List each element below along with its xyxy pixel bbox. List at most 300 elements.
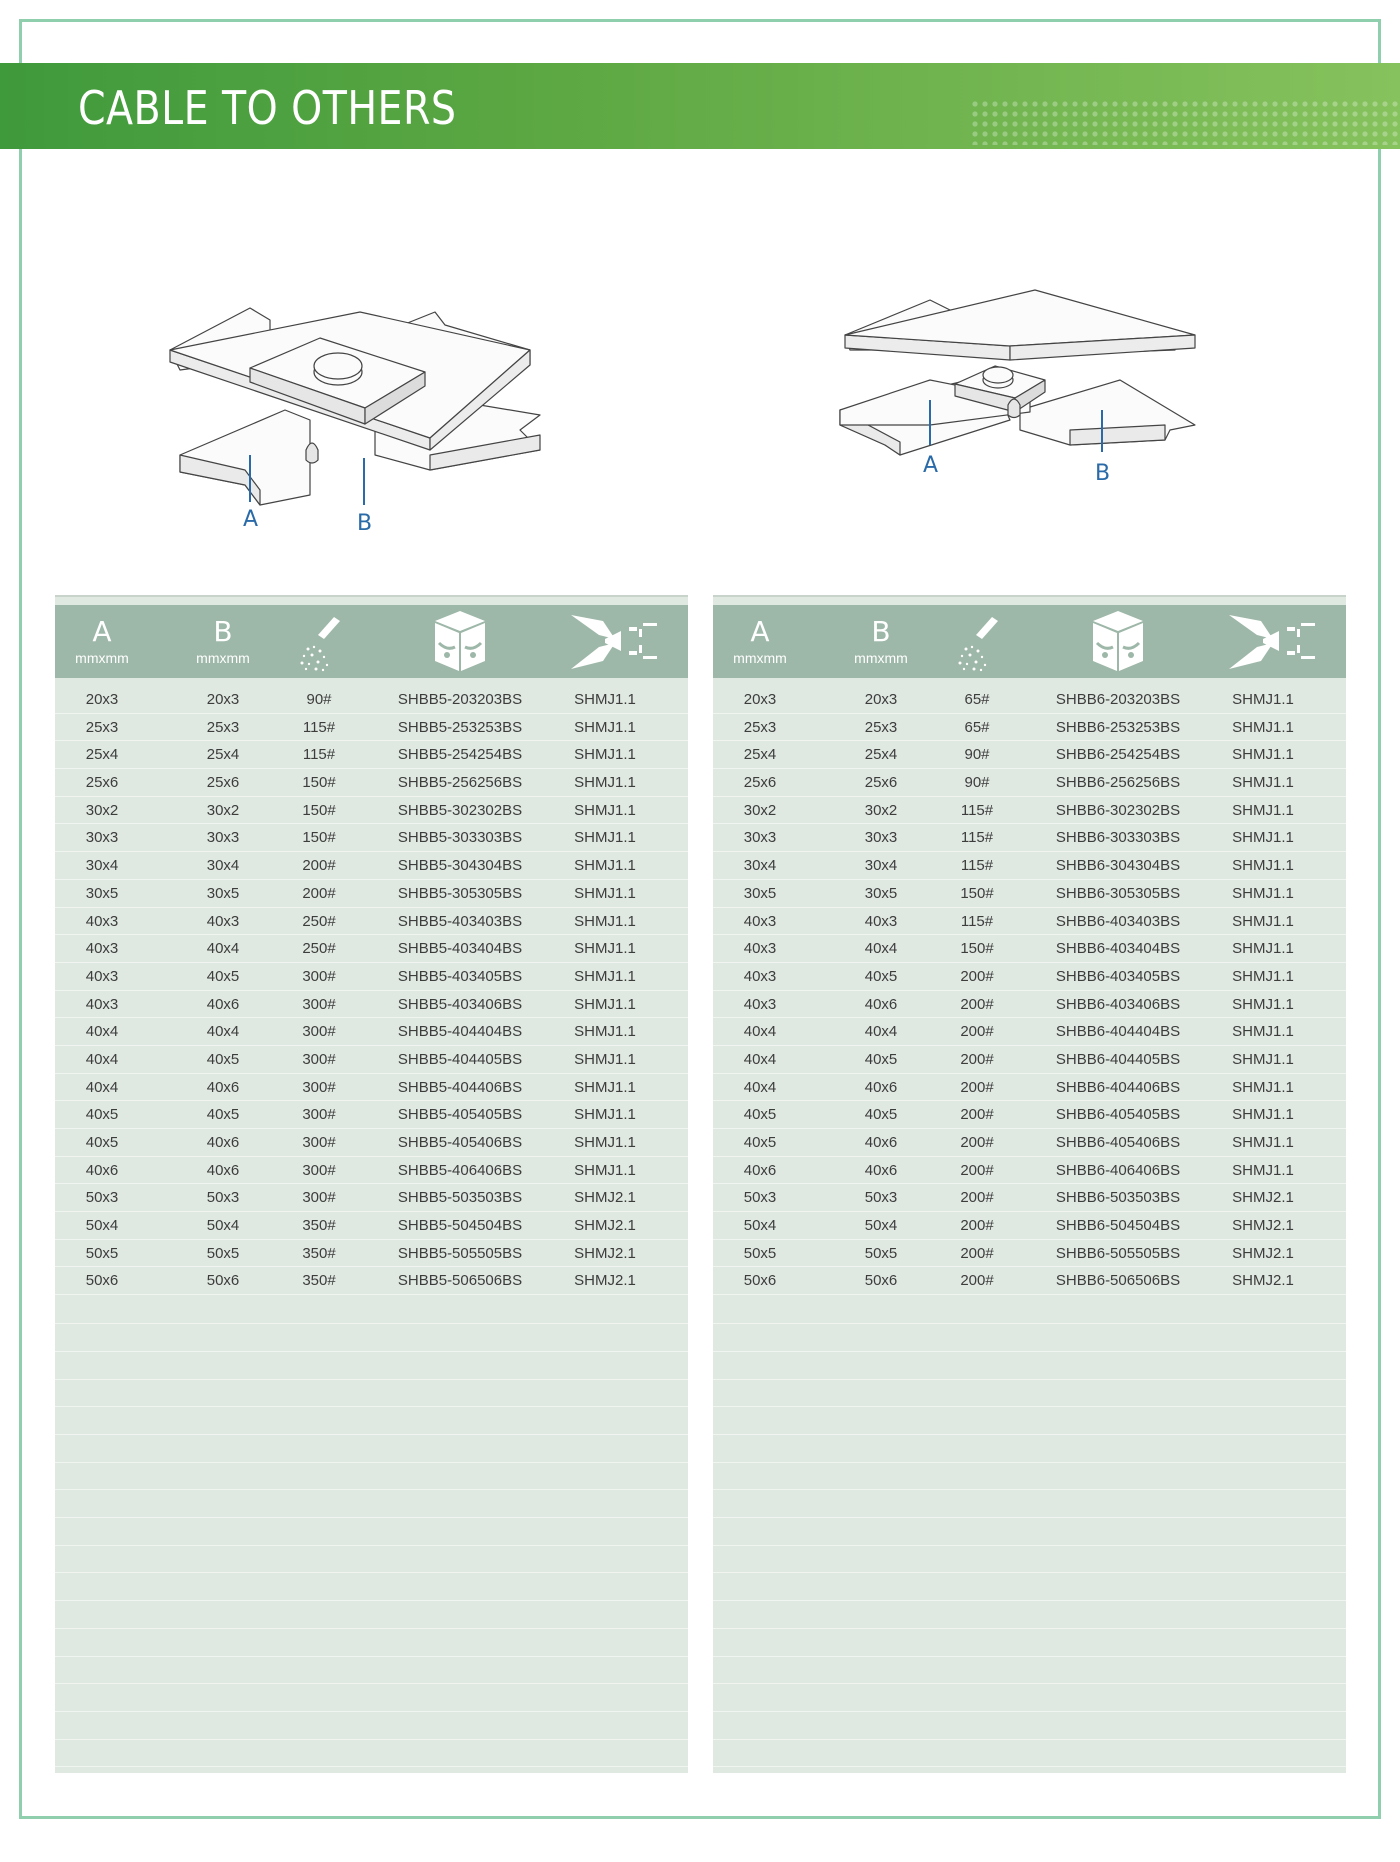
handle-clamp-icon [1203, 605, 1343, 678]
table-row [55, 741, 688, 769]
cell-a: 40x4 [743, 1050, 777, 1068]
table-row [713, 1129, 1346, 1157]
cell-a: 40x5 [743, 1134, 777, 1151]
cell-a: 50x6 [743, 1272, 777, 1290]
cell-mould: SHBB6-302302BS [1055, 801, 1181, 819]
table-row [713, 1212, 1346, 1240]
cell-b: 50x3 [206, 1189, 240, 1207]
table-row [55, 1212, 688, 1240]
overlap-joint-diagram-right [830, 280, 1210, 510]
empty-row-divider [55, 1351, 688, 1352]
table-row [55, 935, 688, 963]
cell-b: 40x5 [206, 1050, 240, 1068]
cell-a: 50x3 [85, 1189, 119, 1207]
col-a-header [713, 605, 807, 678]
cell-powder: 150# [302, 774, 336, 792]
cell-b: 40x5 [864, 1050, 898, 1068]
cell-powder: 200# [960, 995, 994, 1013]
col-b-header [173, 605, 273, 678]
cell-a: 50x5 [743, 1244, 777, 1262]
cell-a: 40x6 [743, 1161, 777, 1179]
cell-clamp: SHMJ1.1 [574, 1134, 636, 1151]
cell-clamp: SHMJ1.1 [574, 884, 636, 902]
cell-clamp: SHMJ1.1 [574, 857, 636, 875]
col-b-label: B [213, 615, 233, 648]
table-top-rule [55, 595, 688, 597]
table-row [55, 1074, 688, 1102]
cell-mould: SHBB5-406406BS [397, 1161, 523, 1179]
table-row [713, 908, 1346, 936]
table-row [55, 1101, 688, 1129]
cell-b: 30x4 [864, 857, 898, 875]
empty-row-divider [55, 1545, 688, 1546]
cell-powder: 300# [302, 1134, 336, 1151]
cell-b: 30x3 [206, 829, 240, 847]
empty-row-divider [713, 1600, 1346, 1601]
cell-b: 25x4 [206, 746, 240, 764]
header-banner [0, 63, 1400, 149]
table-row [713, 1074, 1346, 1102]
cell-mould: SHBB5-254254BS [397, 746, 523, 764]
empty-row-divider [713, 1711, 1346, 1712]
cell-powder: 200# [960, 1272, 994, 1290]
cell-b: 20x3 [864, 691, 898, 708]
cell-a: 40x4 [85, 1050, 119, 1068]
cell-powder: 250# [302, 912, 336, 930]
cell-b: 25x6 [206, 774, 240, 792]
cell-mould: SHBB6-303303BS [1055, 829, 1181, 847]
col-b-unit: mmxmm [854, 650, 908, 666]
cell-mould: SHBB5-303303BS [397, 829, 523, 847]
cell-mould: SHBB5-403406BS [397, 995, 523, 1013]
empty-row-divider [55, 1462, 688, 1463]
cell-powder: 300# [302, 1189, 336, 1207]
cell-powder: 200# [302, 884, 336, 902]
col-b-unit: mmxmm [196, 650, 250, 666]
table-row [55, 1240, 688, 1268]
cell-powder: 200# [960, 1217, 994, 1235]
cell-powder: 200# [960, 1244, 994, 1262]
cell-a: 30x5 [85, 884, 119, 902]
cell-mould: SHBB6-405406BS [1055, 1134, 1181, 1151]
cell-powder: 300# [302, 1023, 336, 1041]
table-row [55, 880, 688, 908]
table-row [55, 686, 688, 714]
cell-mould: SHBB5-404404BS [397, 1023, 523, 1041]
cell-mould: SHBB5-504504BS [397, 1217, 523, 1235]
cell-a: 20x3 [743, 691, 777, 708]
cell-b: 25x6 [864, 774, 898, 792]
cell-b: 50x4 [206, 1217, 240, 1235]
cell-powder: 200# [960, 1189, 994, 1207]
cell-powder: 115# [960, 829, 994, 847]
cell-powder: 200# [960, 1023, 994, 1041]
cell-clamp: SHMJ1.1 [1232, 1023, 1294, 1041]
cell-b: 25x3 [864, 718, 898, 736]
cell-mould: SHBB5-256256BS [397, 774, 523, 792]
banner-dot-pattern [970, 99, 1400, 145]
cell-a: 40x3 [85, 995, 119, 1013]
cell-clamp: SHMJ1.1 [1232, 1078, 1294, 1096]
cell-a: 25x6 [85, 774, 119, 792]
cell-b: 40x3 [864, 912, 898, 930]
table-row [713, 963, 1346, 991]
cell-mould: SHBB5-404405BS [397, 1050, 523, 1068]
empty-row-divider [55, 1683, 688, 1684]
table-row [713, 935, 1346, 963]
cell-b: 40x6 [206, 1134, 240, 1151]
empty-row-divider [713, 1434, 1346, 1435]
cell-mould: SHBB6-403406BS [1055, 995, 1181, 1013]
cell-powder: 150# [960, 884, 994, 902]
cell-clamp: SHMJ1.1 [574, 801, 636, 819]
cell-b: 50x4 [864, 1217, 898, 1235]
cell-a: 50x4 [85, 1217, 119, 1235]
empty-row-divider [713, 1683, 1346, 1684]
cell-b: 40x5 [864, 967, 898, 985]
cell-a: 40x6 [85, 1161, 119, 1179]
cell-a: 40x3 [743, 912, 777, 930]
cell-a: 40x3 [85, 967, 119, 985]
cell-mould: SHBB5-503503BS [397, 1189, 523, 1207]
col-a-unit: mmxmm [733, 650, 787, 666]
cell-powder: 200# [960, 1078, 994, 1096]
table-row [713, 1046, 1346, 1074]
cell-a: 40x3 [743, 967, 777, 985]
cell-clamp: SHMJ1.1 [1232, 718, 1294, 736]
cell-a: 30x5 [743, 884, 777, 902]
empty-row-divider [55, 1489, 688, 1490]
mould-block-icon [385, 605, 535, 678]
col-b-header [831, 605, 931, 678]
cell-powder: 300# [302, 1106, 336, 1124]
table-row [55, 824, 688, 852]
cell-mould: SHBB5-404406BS [397, 1078, 523, 1096]
table-row [55, 714, 688, 742]
diagram-right-label-b: B [1095, 461, 1111, 486]
table-row [55, 991, 688, 1019]
col-b-label: B [871, 615, 891, 648]
empty-row-divider [713, 1462, 1346, 1463]
cell-powder: 90# [306, 691, 332, 708]
table-row [713, 880, 1346, 908]
cell-a: 40x3 [743, 940, 777, 958]
empty-row-divider [713, 1545, 1346, 1546]
cell-clamp: SHMJ1.1 [574, 1078, 636, 1096]
cell-b: 30x3 [864, 829, 898, 847]
empty-row-divider [55, 1517, 688, 1518]
table-row [55, 852, 688, 880]
cell-b: 30x4 [206, 857, 240, 875]
cell-a: 30x2 [85, 801, 119, 819]
cell-powder: 300# [302, 995, 336, 1013]
cell-powder: 200# [960, 1106, 994, 1124]
cell-clamp: SHMJ1.1 [574, 1161, 636, 1179]
cell-clamp: SHMJ1.1 [1232, 1161, 1294, 1179]
cell-powder: 115# [960, 857, 994, 875]
cell-mould: SHBB5-253253BS [397, 718, 523, 736]
cell-b: 40x6 [864, 1161, 898, 1179]
cell-mould: SHBB6-305305BS [1055, 884, 1181, 902]
cell-powder: 200# [960, 1134, 994, 1151]
table-row [55, 1184, 688, 1212]
cell-mould: SHBB5-403405BS [397, 967, 523, 985]
cell-b: 40x6 [206, 1161, 240, 1179]
cell-b: 30x5 [206, 884, 240, 902]
cell-mould: SHBB6-254254BS [1055, 746, 1181, 764]
cell-mould: SHBB5-505505BS [397, 1244, 523, 1262]
cell-powder: 200# [960, 967, 994, 985]
cell-a: 40x4 [85, 1023, 119, 1041]
cell-b: 50x6 [206, 1272, 240, 1290]
cell-a: 25x4 [743, 746, 777, 764]
cell-mould: SHBB6-404405BS [1055, 1050, 1181, 1068]
empty-row-divider [55, 1379, 688, 1380]
diagram-left-label-b: B [357, 511, 373, 536]
table-body [55, 686, 688, 1295]
cell-clamp: SHMJ1.1 [1232, 940, 1294, 958]
cell-mould: SHBB6-504504BS [1055, 1217, 1181, 1235]
table-row [713, 991, 1346, 1019]
empty-row-divider [55, 1434, 688, 1435]
cell-mould: SHBB6-403404BS [1055, 940, 1181, 958]
cell-clamp: SHMJ1.1 [574, 940, 636, 958]
table-row [713, 1157, 1346, 1185]
cell-mould: SHBB5-305305BS [397, 884, 523, 902]
table-header-row [55, 605, 688, 678]
cell-a: 25x6 [743, 774, 777, 792]
cell-clamp: SHMJ2.1 [574, 1217, 636, 1235]
col-a-unit: mmxmm [75, 650, 129, 666]
empty-row-divider [55, 1711, 688, 1712]
table-row [55, 769, 688, 797]
cell-a: 40x4 [85, 1078, 119, 1096]
cell-b: 30x2 [206, 801, 240, 819]
cell-mould: SHBB5-203203BS [397, 691, 523, 708]
cell-a: 40x3 [85, 940, 119, 958]
table-row [55, 1046, 688, 1074]
cell-mould: SHBB6-403403BS [1055, 912, 1181, 930]
empty-row-divider [713, 1351, 1346, 1352]
cell-powder: 65# [964, 691, 990, 708]
cell-b: 40x6 [864, 1078, 898, 1096]
diagram-left-label-a: A [243, 507, 259, 532]
overlap-joint-drawing [830, 280, 1210, 510]
cell-clamp: SHMJ1.1 [1232, 857, 1294, 875]
cell-a: 30x3 [743, 829, 777, 847]
empty-row-divider [55, 1766, 688, 1767]
cell-mould: SHBB5-302302BS [397, 801, 523, 819]
empty-row-divider [713, 1406, 1346, 1407]
cell-powder: 300# [302, 1050, 336, 1068]
cell-clamp: SHMJ1.1 [1232, 1134, 1294, 1151]
cell-clamp: SHMJ2.1 [1232, 1244, 1294, 1262]
empty-row-divider [713, 1572, 1346, 1573]
table-row [713, 1101, 1346, 1129]
cell-b: 40x6 [206, 995, 240, 1013]
cell-clamp: SHMJ1.1 [1232, 801, 1294, 819]
cell-mould: SHBB5-403403BS [397, 912, 523, 930]
cell-b: 30x5 [864, 884, 898, 902]
cell-powder: 90# [964, 774, 990, 792]
cell-a: 40x5 [85, 1134, 119, 1151]
cell-a: 40x4 [743, 1023, 777, 1041]
cell-a: 50x4 [743, 1217, 777, 1235]
col-a-header [55, 605, 149, 678]
cell-clamp: SHMJ2.1 [574, 1272, 636, 1290]
cell-mould: SHBB5-405406BS [397, 1134, 523, 1151]
cell-powder: 65# [964, 718, 990, 736]
cell-mould: SHBB5-506506BS [397, 1272, 523, 1290]
cell-a: 50x6 [85, 1272, 119, 1290]
cell-b: 25x4 [864, 746, 898, 764]
table-row [713, 1240, 1346, 1268]
cell-clamp: SHMJ2.1 [574, 1189, 636, 1207]
cell-powder: 350# [302, 1272, 336, 1290]
mould-block-icon [1043, 605, 1193, 678]
cell-b: 40x6 [864, 1134, 898, 1151]
table-row [55, 797, 688, 825]
cell-a: 40x3 [743, 995, 777, 1013]
cell-mould: SHBB6-403405BS [1055, 967, 1181, 985]
cell-a: 40x5 [743, 1106, 777, 1124]
table-row [713, 1267, 1346, 1295]
cell-powder: 150# [302, 801, 336, 819]
table-row [713, 824, 1346, 852]
cell-a: 30x4 [743, 857, 777, 875]
cell-mould: SHBB5-405405BS [397, 1106, 523, 1124]
empty-row-divider [55, 1406, 688, 1407]
cell-b: 50x5 [206, 1244, 240, 1262]
cell-clamp: SHMJ1.1 [1232, 774, 1294, 792]
empty-row-divider [713, 1489, 1346, 1490]
empty-row-divider [713, 1379, 1346, 1380]
cell-b: 40x4 [864, 940, 898, 958]
cell-clamp: SHMJ1.1 [574, 718, 636, 736]
empty-row-divider [713, 1323, 1346, 1324]
cell-b: 40x4 [206, 1023, 240, 1041]
cell-clamp: SHMJ1.1 [574, 746, 636, 764]
cell-powder: 150# [960, 940, 994, 958]
cell-clamp: SHMJ2.1 [1232, 1189, 1294, 1207]
cell-a: 40x4 [743, 1078, 777, 1096]
spec-table-right [713, 595, 1346, 1773]
cell-clamp: SHMJ1.1 [574, 1050, 636, 1068]
cell-clamp: SHMJ1.1 [574, 691, 636, 708]
empty-row-divider [55, 1739, 688, 1740]
handle-clamp-icon [545, 605, 685, 678]
cell-clamp: SHMJ1.1 [574, 829, 636, 847]
cell-clamp: SHMJ1.1 [574, 1106, 636, 1124]
cell-b: 20x3 [206, 691, 240, 708]
cell-clamp: SHMJ1.1 [1232, 912, 1294, 930]
table-header-row [713, 605, 1346, 678]
empty-row-divider [713, 1656, 1346, 1657]
table-row [55, 1267, 688, 1295]
cell-a: 30x3 [85, 829, 119, 847]
cell-mould: SHBB6-406406BS [1055, 1161, 1181, 1179]
cell-a: 30x4 [85, 857, 119, 875]
powder-dispenser-icon [927, 605, 1027, 678]
cell-clamp: SHMJ1.1 [1232, 995, 1294, 1013]
cell-clamp: SHMJ2.1 [1232, 1217, 1294, 1235]
cell-clamp: SHMJ2.1 [574, 1244, 636, 1262]
cell-mould: SHBB6-404404BS [1055, 1023, 1181, 1041]
cell-mould: SHBB6-506506BS [1055, 1272, 1181, 1290]
empty-row-divider [55, 1656, 688, 1657]
cross-joint-drawing [160, 290, 550, 536]
table-row [713, 714, 1346, 742]
cell-a: 50x5 [85, 1244, 119, 1262]
cell-powder: 200# [960, 1050, 994, 1068]
cell-b: 40x4 [864, 1023, 898, 1041]
table-row [713, 741, 1346, 769]
table-row [713, 1018, 1346, 1046]
cell-powder: 300# [302, 1078, 336, 1096]
table-body [713, 686, 1346, 1295]
cell-clamp: SHMJ2.1 [1232, 1272, 1294, 1290]
cell-mould: SHBB6-503503BS [1055, 1189, 1181, 1207]
cell-mould: SHBB6-505505BS [1055, 1244, 1181, 1262]
table-top-rule [713, 595, 1346, 597]
cell-clamp: SHMJ1.1 [574, 995, 636, 1013]
table-row [713, 1184, 1346, 1212]
table-row [55, 1157, 688, 1185]
col-a-label: A [92, 615, 112, 648]
cell-clamp: SHMJ1.1 [1232, 1106, 1294, 1124]
cell-powder: 150# [302, 829, 336, 847]
empty-row-divider [55, 1628, 688, 1629]
cell-clamp: SHMJ1.1 [1232, 967, 1294, 985]
cell-b: 40x5 [864, 1106, 898, 1124]
table-row [713, 769, 1346, 797]
cell-powder: 115# [302, 718, 336, 736]
cell-b: 50x5 [864, 1244, 898, 1262]
cell-mould: SHBB5-403404BS [397, 940, 523, 958]
empty-row-divider [55, 1572, 688, 1573]
cell-clamp: SHMJ1.1 [574, 912, 636, 930]
table-row [55, 1018, 688, 1046]
cell-mould: SHBB5-304304BS [397, 857, 523, 875]
cell-powder: 115# [960, 801, 994, 819]
cell-powder: 115# [960, 912, 994, 930]
cell-b: 40x3 [206, 912, 240, 930]
cell-a: 25x3 [85, 718, 119, 736]
cell-mould: SHBB6-404406BS [1055, 1078, 1181, 1096]
cell-powder: 350# [302, 1217, 336, 1235]
diagram-right-label-a: A [923, 453, 939, 478]
cell-b: 40x5 [206, 967, 240, 985]
cell-powder: 250# [302, 940, 336, 958]
cross-joint-diagram-left [160, 290, 550, 536]
cell-b: 40x4 [206, 940, 240, 958]
cell-powder: 300# [302, 1161, 336, 1179]
empty-row-divider [55, 1600, 688, 1601]
cell-powder: 200# [302, 857, 336, 875]
cell-b: 50x6 [864, 1272, 898, 1290]
table-row [713, 797, 1346, 825]
table-row [55, 908, 688, 936]
cell-clamp: SHMJ1.1 [574, 774, 636, 792]
table-row [55, 963, 688, 991]
cell-clamp: SHMJ1.1 [1232, 1050, 1294, 1068]
cell-b: 40x5 [206, 1106, 240, 1124]
cell-mould: SHBB6-405405BS [1055, 1106, 1181, 1124]
spec-table-left [55, 595, 688, 1773]
cell-a: 25x3 [743, 718, 777, 736]
table-row [55, 1129, 688, 1157]
page-title: CABLE TO OTHERS [78, 81, 457, 135]
